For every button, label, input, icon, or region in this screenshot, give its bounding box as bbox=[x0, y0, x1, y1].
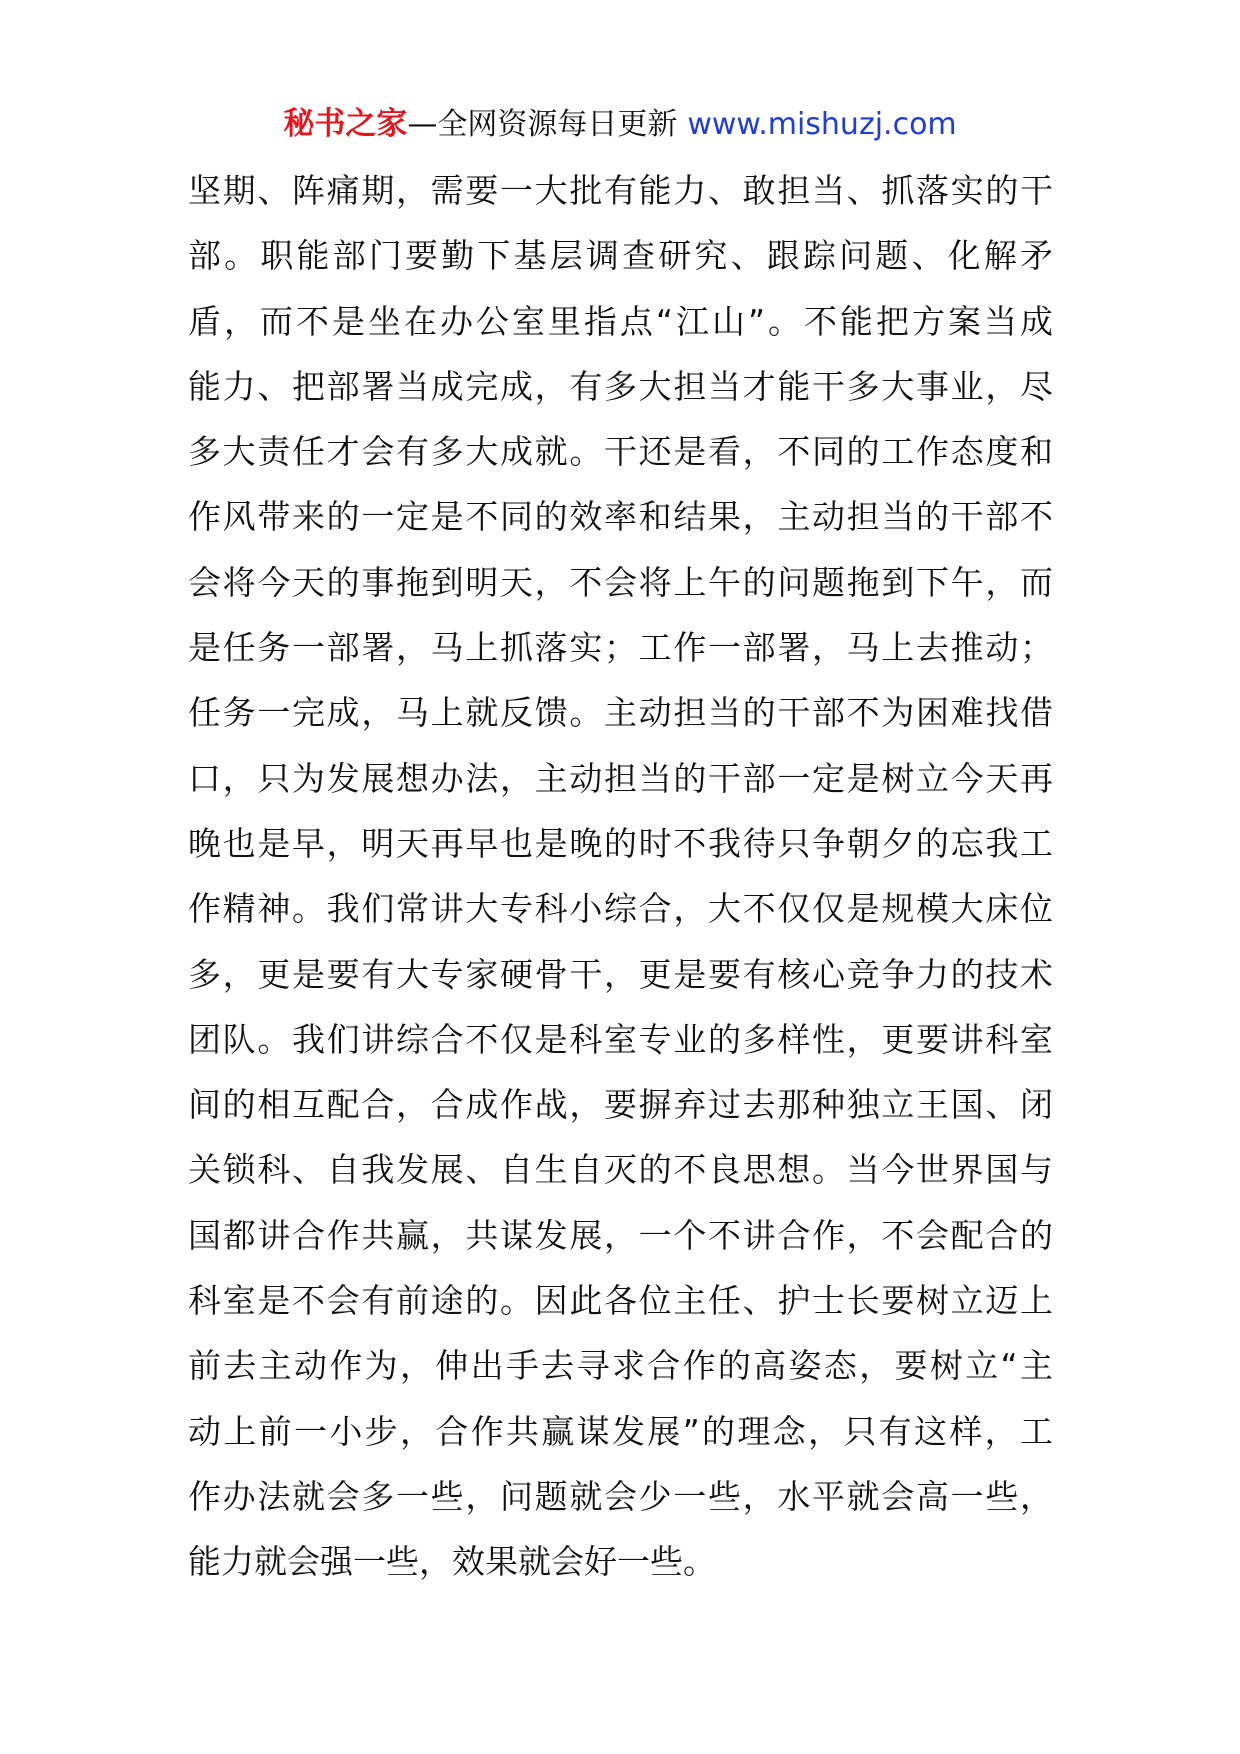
text-line: 多大责任才会有多大成就。干还是看，不同的工作态度和 bbox=[188, 432, 1053, 472]
text-line: 能力就会强一些，效果就会好一些。 bbox=[188, 1542, 716, 1582]
text-line: 是任务一部署，马上抓落实；工作一部署，马上去推动； bbox=[188, 628, 1053, 668]
page-header bbox=[0, 104, 1240, 145]
text-line: 间的相互配合，合成作战，要摒弃过去那种独立王国、闭 bbox=[188, 1085, 1053, 1125]
text-line: 关锁科、自我发展、自生自灭的不良思想。当今世界国与 bbox=[188, 1150, 1053, 1190]
text-line: 前去主动作为，伸出手去寻求合作的高姿态，要树立“主 bbox=[188, 1346, 1053, 1386]
website-link[interactable]: www.mishuzj.com bbox=[687, 107, 957, 142]
text-line: 会将今天的事拖到明天，不会将上午的问题拖到下午，而 bbox=[188, 562, 1053, 602]
header-slogan: —全网资源每日更新 bbox=[407, 107, 678, 142]
text-line: 能力、把部署当成完成，有多大担当才能干多大事业，尽 bbox=[188, 366, 1053, 406]
text-line: 动上前一小步，合作共赢谋发展”的理念，只有这样，工 bbox=[188, 1411, 1053, 1451]
text-line: 部。职能部门要勤下基层调查研究、跟踪问题、化解矛 bbox=[188, 236, 1053, 276]
text-line: 作风带来的一定是不同的效率和结果，主动担当的干部不 bbox=[188, 497, 1053, 537]
text-line: 科室是不会有前途的。因此各位主任、护士长要树立迈上 bbox=[188, 1281, 1053, 1321]
text-line: 坚期、阵痛期，需要一大批有能力、敢担当、抓落实的干 bbox=[188, 171, 1053, 210]
text-line: 盾，而不是坐在办公室里指点“江山”。不能把方案当成 bbox=[188, 301, 1053, 341]
text-line: 国都讲合作共赢，共谋发展，一个不讲合作，不会配合的 bbox=[188, 1215, 1053, 1255]
text-line: 口，只为发展想办法，主动担当的干部一定是树立今天再 bbox=[188, 758, 1053, 798]
body-paragraph bbox=[188, 158, 1053, 1595]
text-line: 多，更是要有大专家硬骨干，更是要有核心竞争力的技术 bbox=[188, 954, 1053, 994]
text-line: 团队。我们讲综合不仅是科室专业的多样性，更要讲科室 bbox=[188, 1019, 1053, 1059]
text-line: 任务一完成，马上就反馈。主动担当的干部不为困难找借 bbox=[188, 693, 1053, 733]
brand-name: 秘书之家 bbox=[283, 106, 408, 142]
text-line: 晚也是早，明天再早也是晚的时不我待只争朝夕的忘我工 bbox=[188, 823, 1053, 863]
text-line: 作精神。我们常讲大专科小综合，大不仅仅是规模大床位 bbox=[188, 889, 1053, 929]
text-line: 作办法就会多一些，问题就会少一些，水平就会高一些， bbox=[188, 1476, 1053, 1516]
